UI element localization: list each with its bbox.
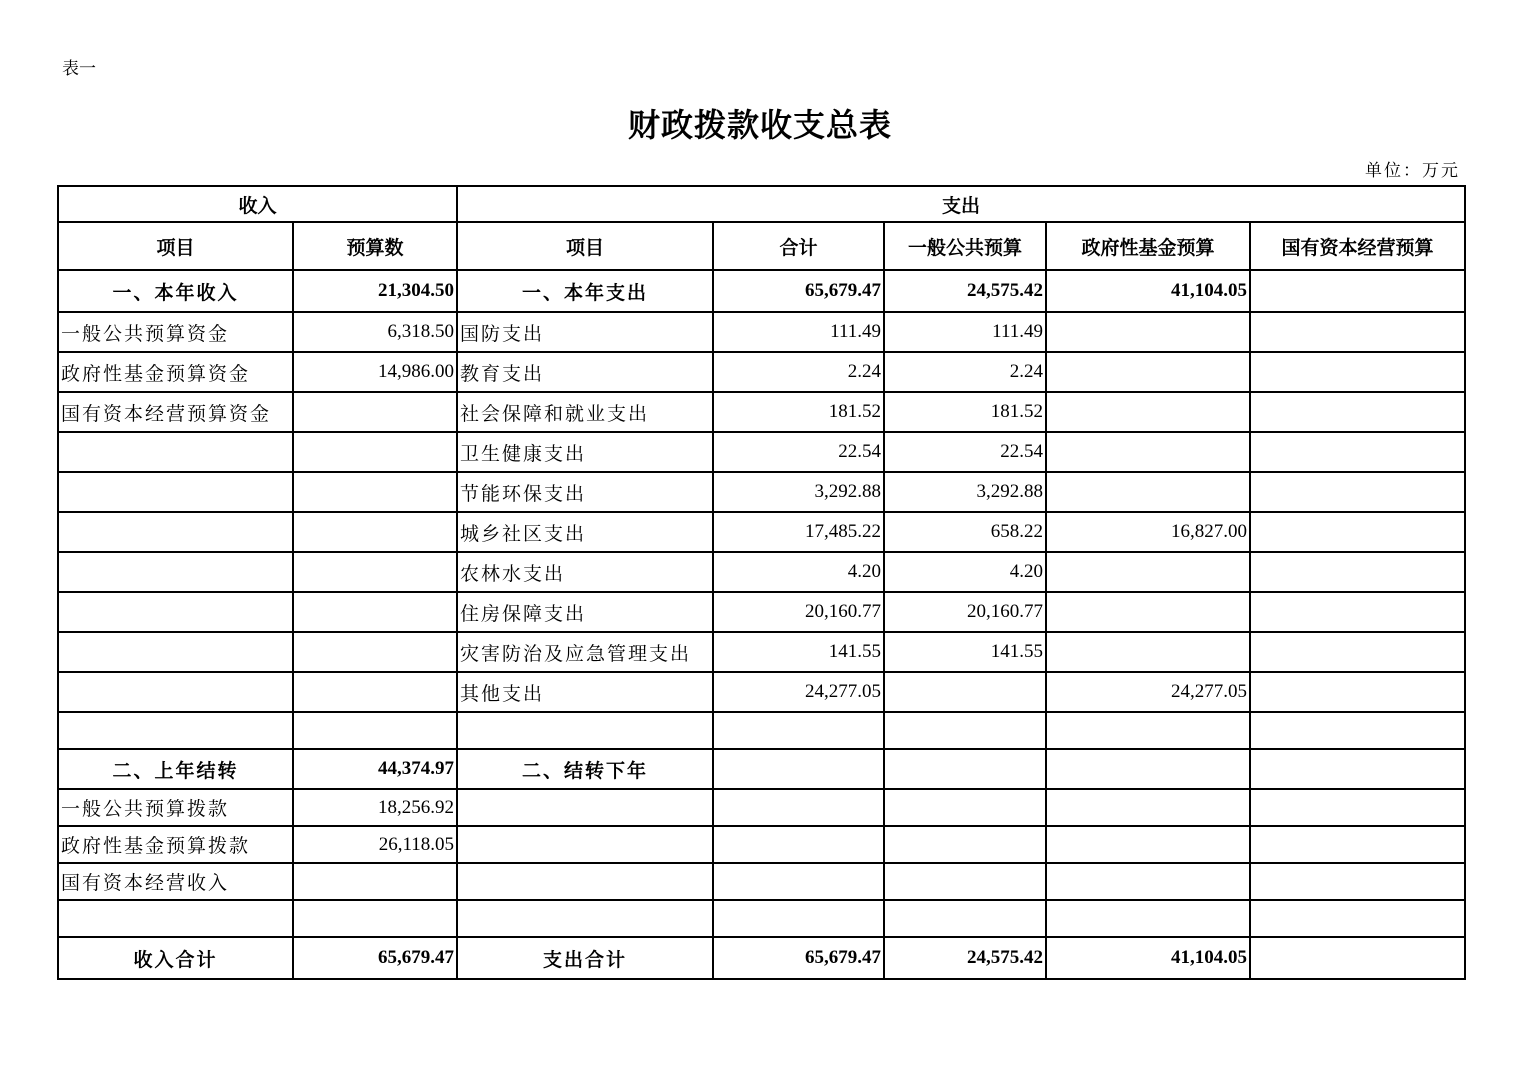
table-row: [58, 712, 1465, 749]
cell-income-budget: [293, 432, 457, 472]
cell-income-item: [58, 552, 293, 592]
header-row-columns: [58, 222, 1465, 270]
cell-total: [713, 749, 884, 789]
cell-expense-item: [457, 712, 713, 749]
cell-income-budget: 14,986.00: [293, 352, 457, 392]
cell-total: 65,679.47: [713, 937, 884, 979]
cell-gov-fund: [1046, 789, 1250, 826]
cell-state-capital: [1250, 937, 1465, 979]
cell-expense-item: [457, 863, 713, 900]
cell-general: 24,575.42: [884, 937, 1046, 979]
table-row: [58, 552, 1465, 592]
cell-expense-item: 二、结转下年: [457, 749, 713, 789]
cell-expense-item: [457, 789, 713, 826]
table-row: [58, 432, 1465, 472]
unit-label: 单位：万元: [1365, 161, 1460, 181]
cell-general: 22.54: [884, 432, 1046, 472]
cell-general: 141.55: [884, 632, 1046, 672]
cell-expense-item: 支出合计: [457, 937, 713, 979]
cell-gov-fund: [1046, 749, 1250, 789]
cell-state-capital: [1250, 472, 1465, 512]
cell-general: [884, 863, 1046, 900]
cell-income-item: [58, 512, 293, 552]
cell-total: [713, 863, 884, 900]
cell-income-item: [58, 432, 293, 472]
cell-income-budget: 65,679.47: [293, 937, 457, 979]
table-row: [58, 863, 1465, 900]
cell-state-capital: [1250, 789, 1465, 826]
cell-general: 20,160.77: [884, 592, 1046, 632]
table-row: [58, 472, 1465, 512]
cell-income-item: [58, 900, 293, 937]
cell-total: 141.55: [713, 632, 884, 672]
table-row: [58, 392, 1465, 432]
cell-state-capital: [1250, 712, 1465, 749]
table-row: [58, 789, 1465, 826]
header-row-groups: [58, 186, 1465, 222]
cell-general: [884, 749, 1046, 789]
cell-total: [713, 900, 884, 937]
page-title: 财政拨款收支总表: [627, 106, 892, 144]
cell-income-budget: [293, 863, 457, 900]
cell-total: 2.24: [713, 352, 884, 392]
cell-expense-item: [457, 826, 713, 863]
table-row: [58, 826, 1465, 863]
cell-income-item: [58, 592, 293, 632]
cell-total: 20,160.77: [713, 592, 884, 632]
cell-general: [884, 826, 1046, 863]
cell-income-item: 二、上年结转: [58, 749, 293, 789]
cell-gov-fund: 24,277.05: [1046, 672, 1250, 712]
cell-total: 65,679.47: [713, 270, 884, 312]
table-row: [58, 352, 1465, 392]
cell-state-capital: [1250, 270, 1465, 312]
income-header: 收入: [58, 186, 457, 222]
cell-income-budget: [293, 392, 457, 432]
cell-gov-fund: 41,104.05: [1046, 270, 1250, 312]
cell-general: [884, 712, 1046, 749]
cell-total: [713, 712, 884, 749]
cell-state-capital: [1250, 592, 1465, 632]
cell-total: 111.49: [713, 312, 884, 352]
cell-income-budget: [293, 712, 457, 749]
cell-expense-item: 卫生健康支出: [457, 432, 713, 472]
table-row: [58, 672, 1465, 712]
cell-income-item: 国有资本经营收入: [58, 863, 293, 900]
cell-income-item: 一、本年收入: [58, 270, 293, 312]
cell-total: 24,277.05: [713, 672, 884, 712]
cell-gov-fund: 16,827.00: [1046, 512, 1250, 552]
cell-income-budget: 44,374.97: [293, 749, 457, 789]
cell-total: 4.20: [713, 552, 884, 592]
col-general-budget: 一般公共预算: [884, 222, 1046, 270]
cell-expense-item: 社会保障和就业支出: [457, 392, 713, 432]
cell-state-capital: [1250, 552, 1465, 592]
table-row: [58, 270, 1465, 312]
table-row: [58, 312, 1465, 352]
table-row: [58, 512, 1465, 552]
cell-state-capital: [1250, 749, 1465, 789]
cell-income-item: [58, 672, 293, 712]
cell-gov-fund: [1046, 712, 1250, 749]
cell-state-capital: [1250, 312, 1465, 352]
cell-income-item: 政府性基金预算资金: [58, 352, 293, 392]
cell-gov-fund: [1046, 432, 1250, 472]
cell-expense-item: 教育支出: [457, 352, 713, 392]
cell-general: 2.24: [884, 352, 1046, 392]
cell-gov-fund: [1046, 392, 1250, 432]
cell-income-budget: [293, 512, 457, 552]
cell-expense-item: 节能环保支出: [457, 472, 713, 512]
cell-total: [713, 789, 884, 826]
cell-gov-fund: [1046, 312, 1250, 352]
cell-gov-fund: [1046, 863, 1250, 900]
cell-expense-item: 国防支出: [457, 312, 713, 352]
cell-total: 17,485.22: [713, 512, 884, 552]
col-income-item: 项目: [58, 222, 293, 270]
col-gov-fund-budget: 政府性基金预算: [1046, 222, 1250, 270]
cell-state-capital: [1250, 826, 1465, 863]
cell-income-item: 收入合计: [58, 937, 293, 979]
cell-gov-fund: 41,104.05: [1046, 937, 1250, 979]
table-row: [58, 592, 1465, 632]
cell-state-capital: [1250, 352, 1465, 392]
cell-expense-item: 城乡社区支出: [457, 512, 713, 552]
cell-income-budget: [293, 472, 457, 512]
cell-income-budget: [293, 672, 457, 712]
cell-state-capital: [1250, 512, 1465, 552]
cell-state-capital: [1250, 392, 1465, 432]
cell-state-capital: [1250, 672, 1465, 712]
table-row-totals: [58, 937, 1465, 979]
cell-income-item: 政府性基金预算拨款: [58, 826, 293, 863]
budget-table: [57, 185, 1466, 980]
expense-header: 支出: [457, 186, 1465, 222]
cell-state-capital: [1250, 900, 1465, 937]
cell-gov-fund: [1046, 472, 1250, 512]
cell-total: 3,292.88: [713, 472, 884, 512]
cell-gov-fund: [1046, 900, 1250, 937]
cell-income-item: 一般公共预算拨款: [58, 789, 293, 826]
cell-income-item: [58, 632, 293, 672]
cell-income-budget: 26,118.05: [293, 826, 457, 863]
cell-expense-item: [457, 900, 713, 937]
table-number: 表一: [62, 59, 96, 79]
cell-general: 24,575.42: [884, 270, 1046, 312]
cell-expense-item: 农林水支出: [457, 552, 713, 592]
cell-income-budget: 21,304.50: [293, 270, 457, 312]
col-total: 合计: [713, 222, 884, 270]
cell-state-capital: [1250, 432, 1465, 472]
cell-general: 4.20: [884, 552, 1046, 592]
cell-gov-fund: [1046, 632, 1250, 672]
col-state-capital-budget: 国有资本经营预算: [1250, 222, 1465, 270]
cell-expense-item: 其他支出: [457, 672, 713, 712]
cell-income-budget: [293, 592, 457, 632]
cell-income-budget: [293, 900, 457, 937]
cell-gov-fund: [1046, 826, 1250, 863]
cell-income-item: [58, 472, 293, 512]
cell-general: 181.52: [884, 392, 1046, 432]
cell-income-item: 一般公共预算资金: [58, 312, 293, 352]
cell-income-item: 国有资本经营预算资金: [58, 392, 293, 432]
cell-general: 111.49: [884, 312, 1046, 352]
cell-gov-fund: [1046, 552, 1250, 592]
cell-general: [884, 789, 1046, 826]
table-row: [58, 900, 1465, 937]
cell-general: 3,292.88: [884, 472, 1046, 512]
cell-expense-item: 一、本年支出: [457, 270, 713, 312]
cell-general: 658.22: [884, 512, 1046, 552]
cell-income-budget: 18,256.92: [293, 789, 457, 826]
cell-total: 181.52: [713, 392, 884, 432]
cell-state-capital: [1250, 863, 1465, 900]
cell-state-capital: [1250, 632, 1465, 672]
cell-income-budget: [293, 552, 457, 592]
col-expense-item: 项目: [457, 222, 713, 270]
cell-income-item: [58, 712, 293, 749]
cell-total: [713, 826, 884, 863]
cell-general: [884, 672, 1046, 712]
cell-income-budget: 6,318.50: [293, 312, 457, 352]
table-row: [58, 749, 1465, 789]
cell-expense-item: 灾害防治及应急管理支出: [457, 632, 713, 672]
cell-income-budget: [293, 632, 457, 672]
cell-gov-fund: [1046, 352, 1250, 392]
cell-expense-item: 住房保障支出: [457, 592, 713, 632]
cell-total: 22.54: [713, 432, 884, 472]
table-row: [58, 632, 1465, 672]
col-income-budget: 预算数: [293, 222, 457, 270]
cell-gov-fund: [1046, 592, 1250, 632]
cell-general: [884, 900, 1046, 937]
